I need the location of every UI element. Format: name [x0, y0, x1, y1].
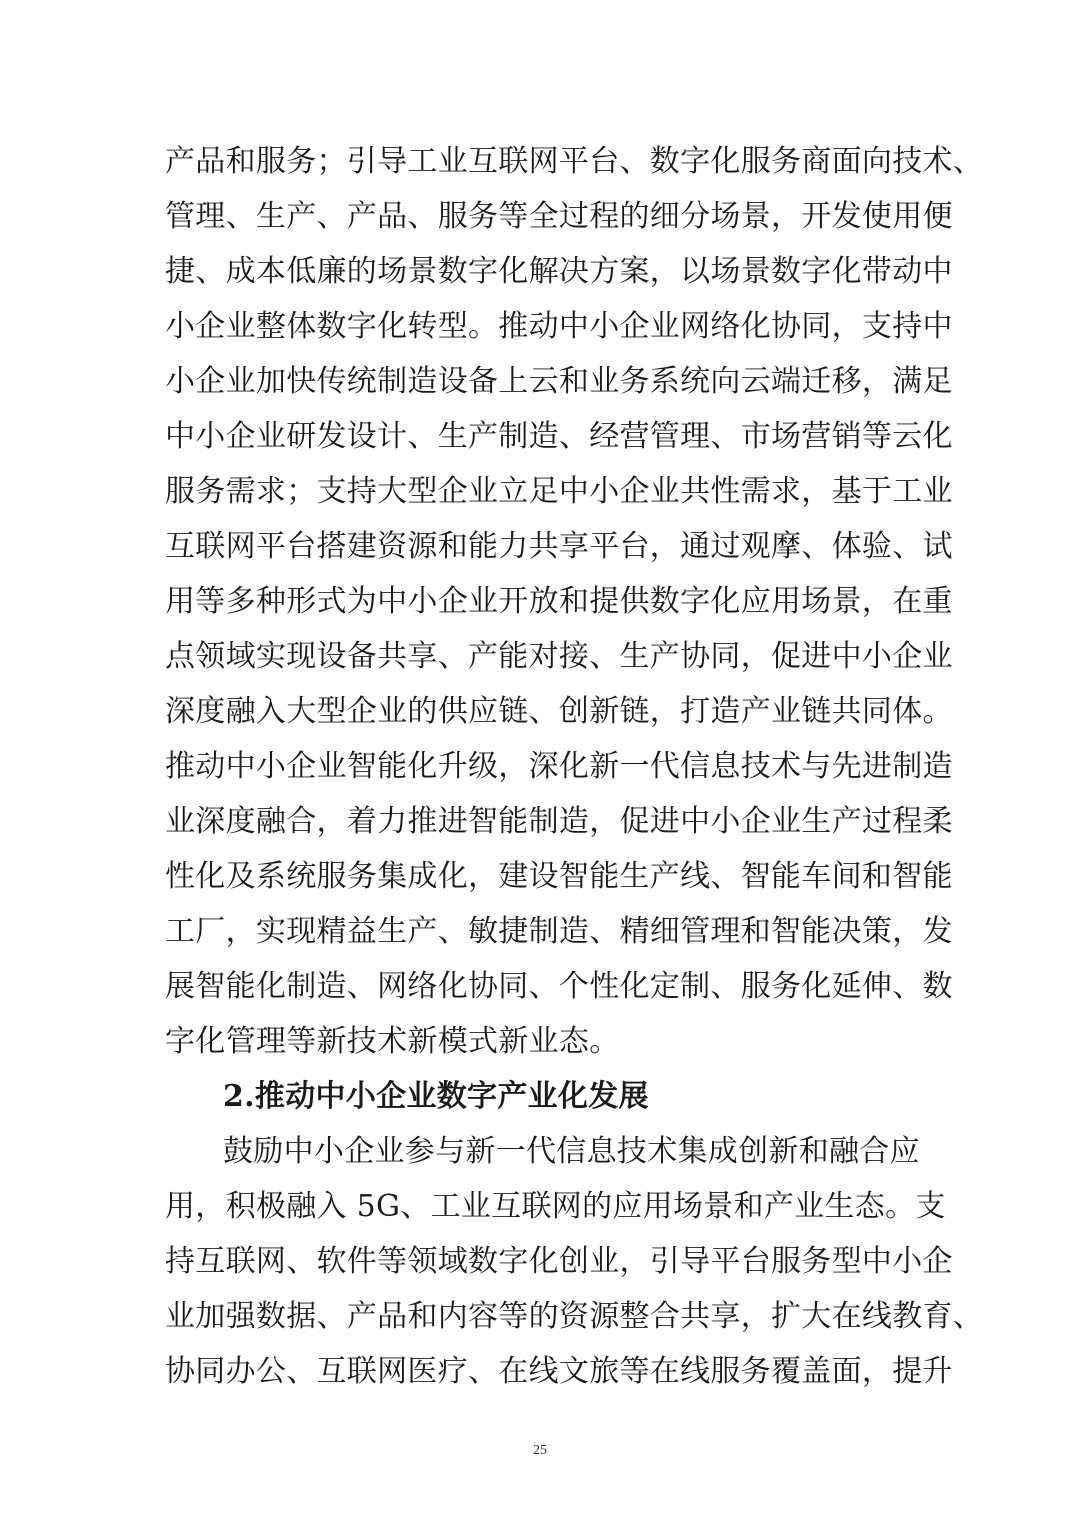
text-line: 服务需求；支持大型企业立足中小企业共性需求，基于工业	[165, 474, 953, 509]
text-line: 小企业加快传统制造设备上云和业务系统向云端迁移，满足	[165, 364, 953, 399]
text-line: 展智能化制造、网络化协同、个性化定制、服务化延伸、数	[165, 969, 953, 1004]
page-number: 25	[533, 1443, 547, 1458]
text-line: 性化及系统服务集成化，建设智能生产线、智能车间和智能	[165, 859, 953, 894]
text-line: 捷、成本低廉的场景数字化解决方案，以场景数字化带动中	[165, 254, 953, 289]
text-line: 中小企业研发设计、生产制造、经营管理、市场营销等云化	[165, 419, 953, 454]
text-line: 业深度融合，着力推进智能制造，促进中小企业生产过程柔	[165, 804, 953, 839]
text-line: 管理、生产、产品、服务等全过程的细分场景，开发使用便	[165, 199, 953, 234]
text-line: 小企业整体数字化转型。推动中小企业网络化协同，支持中	[165, 309, 953, 344]
paragraph-line: 业加强数据、产品和内容等的资源整合共享，扩大在线教育、	[165, 1299, 984, 1334]
paragraph-line: 用，积极融入 5G、工业互联网的应用场景和产业生态。支	[165, 1189, 946, 1224]
text-line: 字化管理等新技术新模式新业态。	[165, 1024, 620, 1059]
paragraph-line: 鼓励中小企业参与新一代信息技术集成创新和融合应	[223, 1134, 920, 1169]
paragraph-line: 协同办公、互联网医疗、在线文旅等在线服务覆盖面，提升	[165, 1354, 953, 1389]
text-line: 深度融入大型企业的供应链、创新链，打造产业链共同体。	[165, 694, 953, 729]
text-line: 用等多种形式为中小企业开放和提供数字化应用场景，在重	[165, 584, 953, 619]
paragraph-line: 持互联网、软件等领域数字化创业，引导平台服务型中小企	[165, 1244, 953, 1279]
body-text	[165, 134, 984, 1399]
text-line: 点领域实现设备共享、产能对接、生产协同，促进中小企业	[165, 639, 953, 674]
text-line: 推动中小企业智能化升级，深化新一代信息技术与先进制造	[165, 749, 953, 784]
section-heading: 2.推动中小企业数字产业化发展	[223, 1079, 649, 1114]
text-line: 工厂，实现精益生产、敏捷制造、精细管理和智能决策，发	[165, 914, 953, 949]
text-line: 互联网平台搭建资源和能力共享平台，通过观摩、体验、试	[165, 529, 953, 564]
text-line: 产品和服务；引导工业互联网平台、数字化服务商面向技术、	[165, 144, 984, 179]
